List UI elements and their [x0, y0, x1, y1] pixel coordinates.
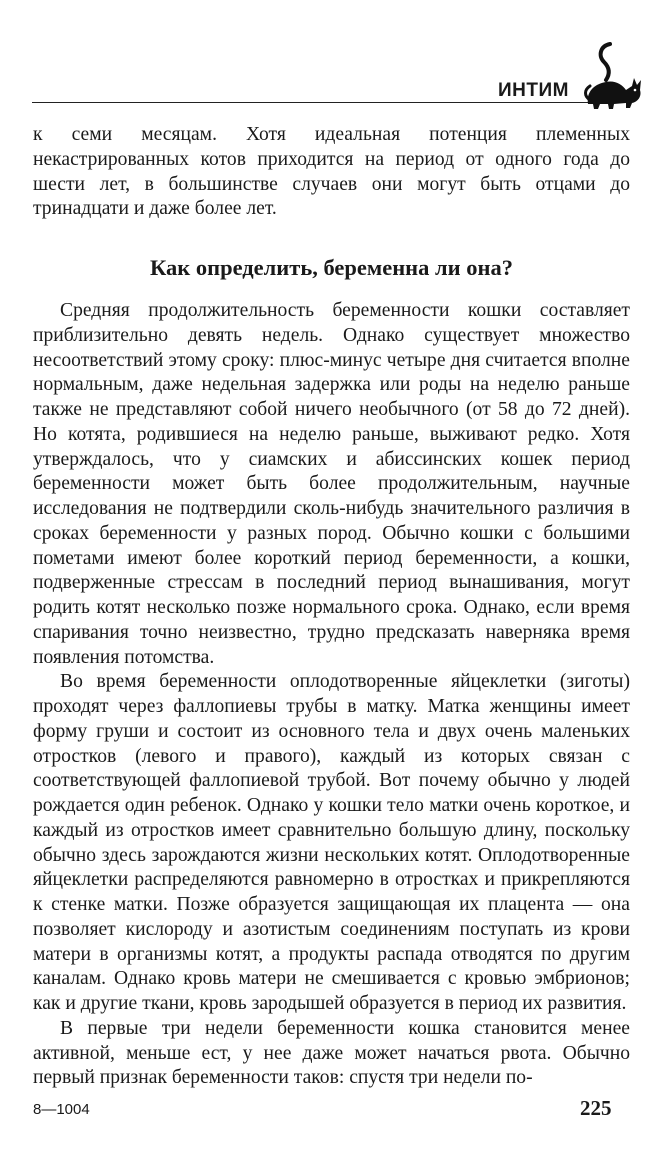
- continued-paragraph: к семи месяцам. Хотя идеальная потенция племенных некастрированных котов приходится на период от одного года до шести лет, в большинстве случаев они могут быть отцами до тринадцати и даже более лет.: [33, 124, 630, 220]
- paragraph-2: Во время беременности оплодотворенные яйцеклетки (зиготы) проходят через фаллопиевы трубы в матку. Матка женщины имеет форму груши и состоит из основного тела и двух очень маленьких отростков (левого и правого), каждый из которых связан с соответствующей фаллопиевой трубой. Вот почему обычно у людей рождается один ребенок. Однако у кошки тело матки очень короткое, и каждый из отростков имеет сравнительно большую длину, поскольку обычно здесь зарождаются жизни нескольких котят. Оплодотворенные яйцеклетки распределяются равномерно в отростках и прикрепляются к стенке матки. Позже образуется защищающая их плацента — она позволяет кислороду и азотистым соединениям поступать из крови матери в организмы котят, а продукты распада отводятся по другим каналам. Однако кровь матери не смешивается с кровью эмбрионов; как и другие ткани, кровь зародышей образуется в период их развития.: [33, 671, 630, 1014]
- section-heading: Как определить, беременна ли она?: [150, 255, 513, 280]
- page-number: 225: [580, 1096, 612, 1120]
- continued-paragraph-block: [33, 123, 630, 222]
- signature-mark: 8—1004: [33, 1101, 90, 1118]
- paragraph-1: Средняя продолжительность беременности кошки составляет приблизительно девять недель. Однако существует множество несоответствий этому сроку: плюс-минус четыре дня считается вполне нормальным, даже недельная задержка или роды на неделю раньше также не представляют собой ничего необычного (от 58 до 72 дней). Но котята, родившиеся на неделю раньше, выживают редко. Хотя утверждалось, что у сиамских и абиссинских кошек период беременности может быть более продолжительным, научные исследования не подтвердили сколь-нибудь значительного различия в сроках беременности у разных пород. Обычно кошки с большими пометами имеют более короткий период беременности, а кошки, подверженные стрессам в последний период вынашивания, могут родить котят несколько позже нормального срока. Однако, если время спаривания точно неизвестно, трудно предсказать наверняка время появления потомства.: [33, 300, 630, 668]
- body-text: [33, 299, 630, 1091]
- running-head: [30, 40, 640, 110]
- paragraph-3: В первые три недели беременности кошка становится менее активной, меньше ест, у нее даже может начаться рвота. Обычно первый признак беременности таков: спустя три недели по-: [33, 1017, 630, 1089]
- header-rule: [32, 102, 618, 103]
- black-cat-icon: [580, 40, 644, 110]
- running-head-title: ИНТИМ: [498, 80, 569, 101]
